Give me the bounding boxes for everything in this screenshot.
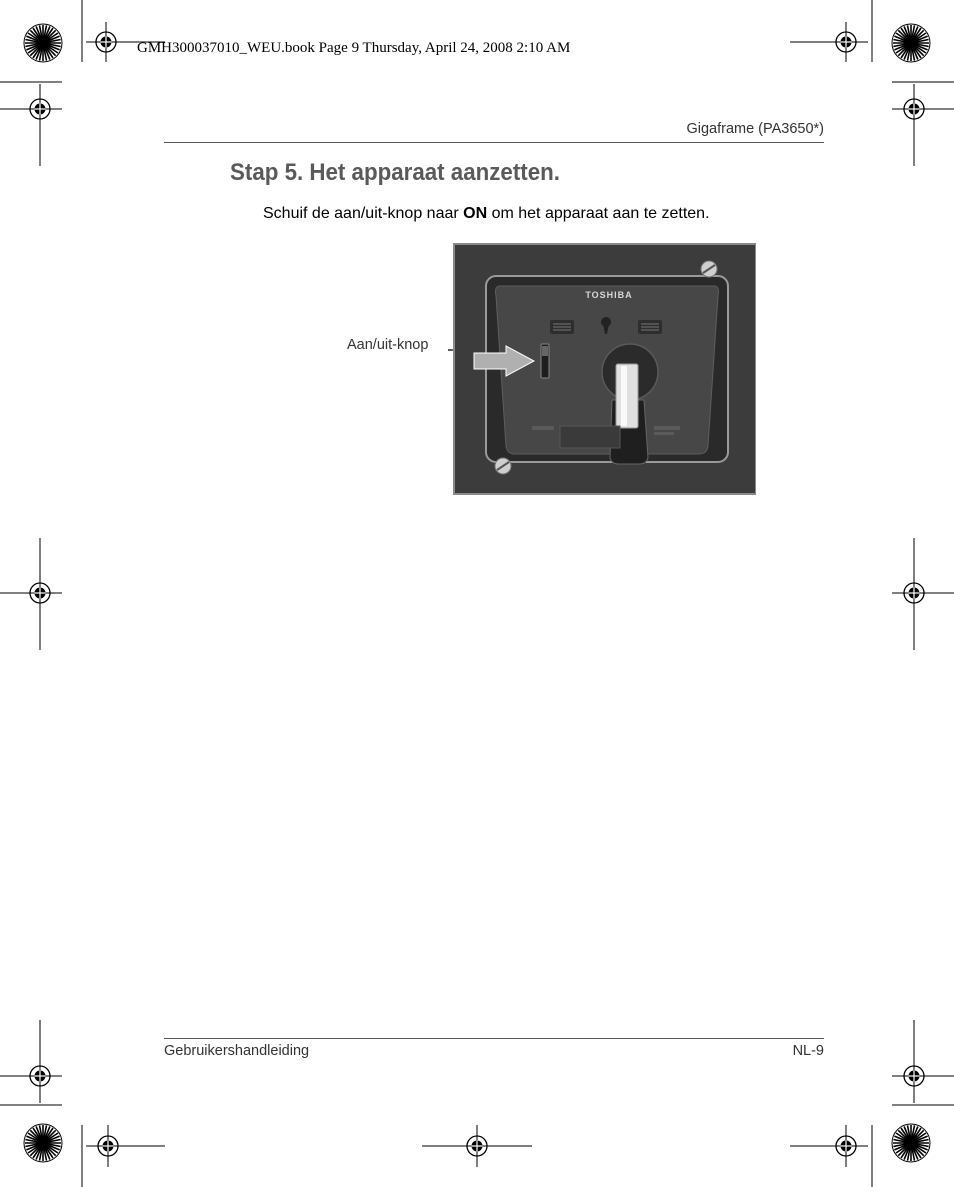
footer-manual-name: Gebruikershandleiding [164, 1043, 310, 1059]
instruction-keyword: ON [463, 205, 488, 222]
device-back-illustration [446, 240, 756, 498]
instruction-text-before: Schuif de aan/uit-knop naar [263, 205, 464, 222]
print-header: GMH300037010_WEU.book Page 9 Thursday, April 24, 2008 2:10 AM [137, 40, 571, 56]
header-rule [164, 142, 824, 143]
running-head: Gigaframe (PA3650*) [686, 121, 824, 137]
screw-icon-top-right [701, 261, 717, 277]
screw-icon-bottom-left [495, 458, 511, 474]
footer-rule [164, 1038, 824, 1039]
brand-logo: TOSHIBA [585, 290, 633, 300]
page-number: NL-9 [792, 1043, 824, 1059]
power-switch-knob [542, 346, 548, 356]
page-title: Stap 5. Het apparaat aanzetten. [230, 159, 560, 186]
callout-label: Aan/uit-knop [347, 337, 429, 353]
instruction-paragraph [263, 205, 710, 223]
instruction-text-after: om het apparaat aan te zetten. [487, 205, 710, 222]
port-panel [560, 426, 620, 448]
